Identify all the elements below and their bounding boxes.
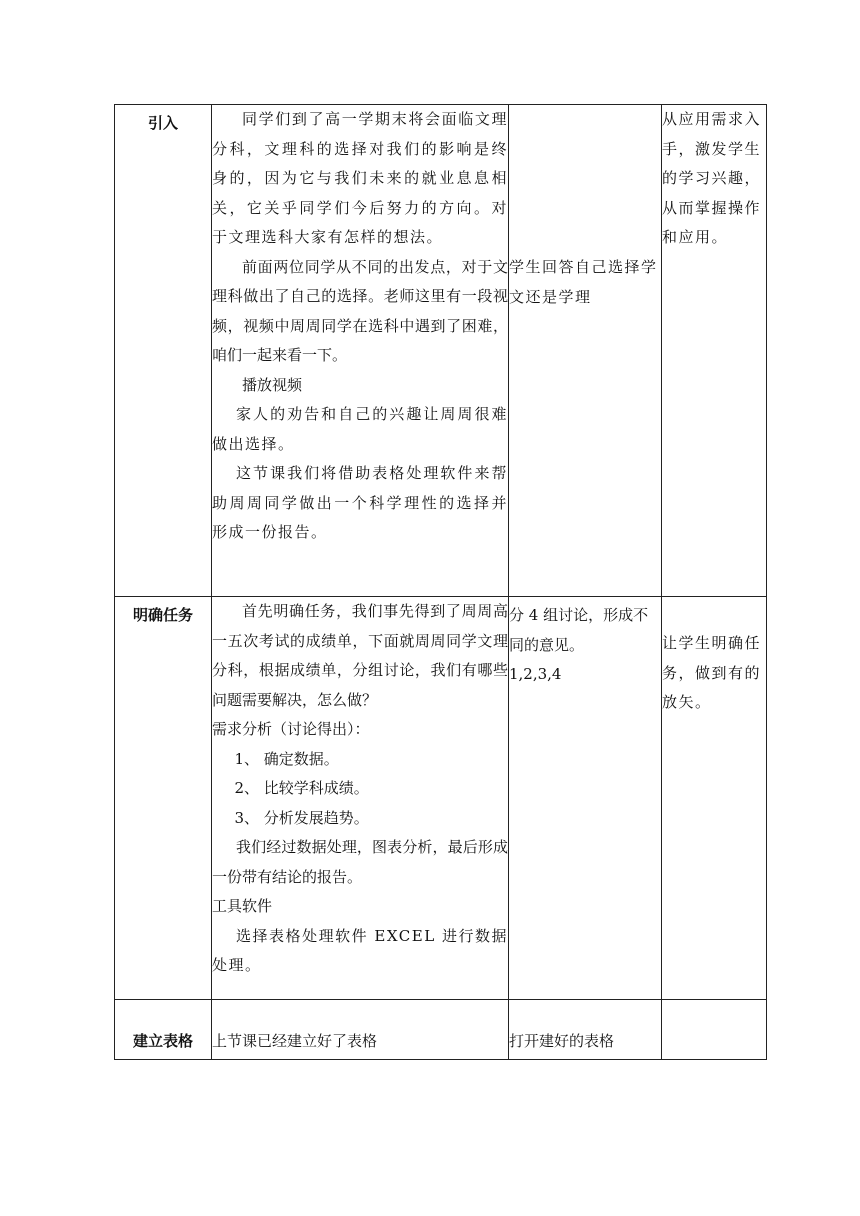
content-paragraph: 首先明确任务，我们事先得到了周周高一五次考试的成绩单，下面就周周同学文理分科，根据成绩单，分组讨论，我们有哪些问题需要解决，怎么做？ <box>212 602 508 709</box>
content-paragraph: 需求分析（讨论得出）： <box>212 720 370 738</box>
content-paragraph: 家人的劝告和自己的兴趣让周周很难做出选择。 <box>212 405 508 453</box>
content-paragraph: 这节课我们将借助表格处理软件来帮助周周同学做出一个科学理性的选择并形成一份报告。 <box>212 464 508 541</box>
design-intent-cell-intro <box>662 105 767 597</box>
content-paragraph: 选择表格处理软件 EXCEL 进行数据处理。 <box>212 926 508 974</box>
student-activity-cell-task <box>509 597 662 1000</box>
design-intent-cell-build <box>662 1000 767 1060</box>
content-paragraph: 前面两位同学从不同的出发点，对于文理科做出了自己的选择。老师这里有一段视频，视频中周周同学在选科中遇到了困难，咱们一起来看一下。 <box>212 257 508 364</box>
stage-cell-intro: 引入 <box>115 105 212 597</box>
content-paragraph: 播放视频 <box>242 375 303 394</box>
content-list-item: 1、 确定数据。 <box>234 749 339 768</box>
stage-cell-task: 明确任务 <box>115 597 212 1000</box>
student-activity-cell-build <box>509 1000 662 1060</box>
content-paragraph: 上节课已经建立好了表格 <box>212 1031 378 1050</box>
content-paragraph: 工具软件 <box>212 897 273 915</box>
student-activity-text: 学生回答自己选择学文还是学理 <box>509 258 658 306</box>
content-list-item: 3、 分析发展趋势。 <box>234 808 369 827</box>
student-activity-text: 1,2,3,4 <box>509 665 562 683</box>
table-row-task <box>115 597 767 1000</box>
content-list-item: 2、 比较学科成绩。 <box>234 779 369 797</box>
student-activity-text: 分 4 组讨论，形成不同的意见。 <box>509 606 649 654</box>
design-intent-text: 从应用需求入手，激发学生的学习兴趣，从而掌握操作和应用。 <box>662 110 762 246</box>
table-row-intro <box>115 105 767 597</box>
stage-cell-build: 建立表格 <box>115 1000 212 1060</box>
student-activity-text: 打开建好的表格 <box>509 1031 615 1050</box>
content-cell-intro <box>212 105 509 597</box>
design-intent-cell-task <box>662 597 767 1000</box>
lesson-plan-table <box>114 104 767 1060</box>
design-intent-text: 让学生明确任务，做到有的放矢。 <box>662 634 762 711</box>
content-paragraph: 同学们到了高一学期末将会面临文理分科，文理科的选择对我们的影响是终身的，因为它与我们未来的就业息息相关，它关乎同学们今后努力的方向。对于文理选科大家有怎样的想法。 <box>212 110 508 246</box>
content-cell-task <box>212 597 509 1000</box>
table-row-build <box>115 1000 767 1060</box>
content-paragraph: 我们经过数据处理，图表分析，最后形成一份带有结论的报告。 <box>212 838 508 886</box>
content-cell-build <box>212 1000 509 1060</box>
student-activity-cell-intro <box>509 105 662 597</box>
